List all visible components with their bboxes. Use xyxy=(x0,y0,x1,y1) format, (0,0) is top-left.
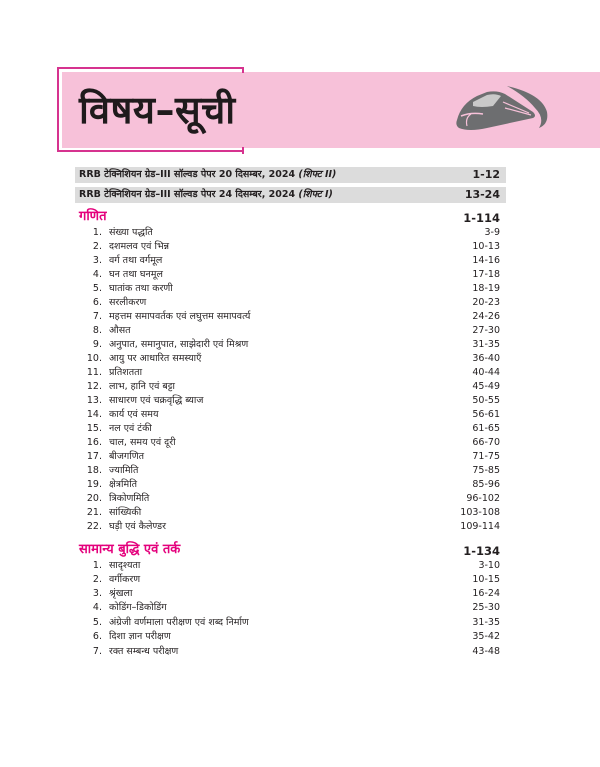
item-pages: 25-30 xyxy=(472,602,500,613)
toc-item[interactable] xyxy=(84,352,506,366)
item-pages: 56-61 xyxy=(472,409,500,420)
item-title: वर्गीकरण xyxy=(109,574,141,585)
toc-item[interactable] xyxy=(84,254,506,268)
item-title: ज्यामिति xyxy=(109,465,139,476)
section-page-range: 1-114 xyxy=(463,211,500,225)
item-title: कोडिंग–डिकोडिंग xyxy=(109,602,167,613)
paper-shift: (शिफ्ट II) xyxy=(298,169,337,180)
train-icon xyxy=(447,82,552,137)
item-title: बीजगणित xyxy=(109,451,145,462)
item-number: 2. xyxy=(92,574,102,585)
page-range: 13-24 xyxy=(464,188,500,201)
section-title: सामान्य बुद्धि एवं तर्क xyxy=(79,542,181,557)
item-pages: 18-19 xyxy=(472,283,500,294)
item-title: दशमलव एवं भिन्न xyxy=(109,241,170,252)
item-pages: 27-30 xyxy=(472,325,500,336)
section-heading-maths[interactable] xyxy=(79,208,506,226)
item-pages: 14-16 xyxy=(472,255,500,266)
item-title: चाल, समय एवं दूरी xyxy=(109,437,176,448)
toc-item[interactable] xyxy=(84,559,506,573)
item-title: रक्त सम्बन्ध परीक्षण xyxy=(109,646,179,657)
item-pages: 40-44 xyxy=(472,367,500,378)
item-title: सादृश्यता xyxy=(109,560,141,571)
item-number: 9. xyxy=(92,339,102,350)
item-title: महत्तम समापवर्तक एवं लघुत्तम समापवर्त्य xyxy=(109,311,251,322)
section-heading-reasoning[interactable] xyxy=(79,541,506,559)
item-number: 7. xyxy=(92,646,102,657)
item-pages: 61-65 xyxy=(472,423,500,434)
item-pages: 3-10 xyxy=(478,560,500,571)
item-title: वर्ग तथा वर्गमूल xyxy=(109,255,163,266)
toc-item[interactable] xyxy=(84,587,506,601)
item-pages: 103-108 xyxy=(460,507,500,518)
item-title: औसत xyxy=(109,325,131,336)
item-pages: 66-70 xyxy=(472,437,500,448)
toc-item[interactable] xyxy=(84,394,506,408)
paper-title: RRB टेक्निशियन ग्रेड–III सॉल्वड पेपर 20 दिसम्बर, 2024 xyxy=(79,169,296,180)
toc-item[interactable] xyxy=(84,240,506,254)
item-pages: 36-40 xyxy=(472,353,500,364)
item-title: संख्या पद्धति xyxy=(109,227,153,238)
item-title: क्षेत्रमिति xyxy=(109,479,138,490)
item-title: आयु पर आधारित समस्याएँ xyxy=(109,353,202,364)
paper-title: RRB टेक्निशियन ग्रेड–III सॉल्वड पेपर 24 दिसम्बर, 2024 xyxy=(79,189,296,200)
item-number: 17. xyxy=(86,451,102,462)
item-pages: 85-96 xyxy=(472,479,500,490)
item-title: सांख्यिकी xyxy=(109,507,142,518)
toc-item[interactable] xyxy=(84,380,506,394)
toc-item[interactable] xyxy=(84,268,506,282)
item-pages: 71-75 xyxy=(472,451,500,462)
item-pages: 17-18 xyxy=(472,269,500,280)
item-pages: 45-49 xyxy=(472,381,500,392)
item-number: 2. xyxy=(92,241,102,252)
toc-item[interactable] xyxy=(84,422,506,436)
item-title: प्रतिशतता xyxy=(109,367,143,378)
item-pages: 75-85 xyxy=(472,465,500,476)
toc-item[interactable] xyxy=(84,408,506,422)
item-number: 11. xyxy=(86,367,102,378)
toc-item[interactable] xyxy=(84,492,506,506)
item-pages: 43-48 xyxy=(472,646,500,657)
toc-item[interactable] xyxy=(84,630,506,644)
toc-paper-row[interactable] xyxy=(75,167,506,183)
toc-item[interactable] xyxy=(84,464,506,478)
item-title: नल एवं टंकी xyxy=(109,423,152,434)
item-pages: 31-35 xyxy=(472,617,500,628)
toc-item[interactable] xyxy=(84,616,506,630)
item-title: त्रिकोणमिति xyxy=(109,493,150,504)
item-number: 12. xyxy=(86,381,102,392)
item-number: 1. xyxy=(92,560,102,571)
toc-item[interactable] xyxy=(84,226,506,240)
toc-item[interactable] xyxy=(84,296,506,310)
item-number: 19. xyxy=(86,479,102,490)
item-number: 8. xyxy=(92,325,102,336)
toc-item[interactable] xyxy=(84,520,506,534)
page-title: विषय–सूची xyxy=(79,88,236,132)
item-number: 5. xyxy=(92,617,102,628)
item-pages: 10-15 xyxy=(472,574,500,585)
item-pages: 35-42 xyxy=(472,631,500,642)
item-number: 22. xyxy=(86,521,102,532)
toc-item[interactable] xyxy=(84,366,506,380)
item-title: अनुपात, समानुपात, साझेदारी एवं मिश्रण xyxy=(109,339,249,350)
toc-item[interactable] xyxy=(84,478,506,492)
page-range: 1-12 xyxy=(472,168,500,181)
item-title: घातांक तथा करणी xyxy=(109,283,173,294)
item-number: 14. xyxy=(86,409,102,420)
paper-shift: (शिफ्ट I) xyxy=(298,189,333,200)
item-title: अंग्रेजी वर्णमाला परीक्षण एवं शब्द निर्माण xyxy=(109,617,249,628)
item-number: 13. xyxy=(86,395,102,406)
item-number: 6. xyxy=(92,297,102,308)
item-number: 6. xyxy=(92,631,102,642)
item-title: घन तथा घनमूल xyxy=(109,269,163,280)
item-number: 21. xyxy=(86,507,102,518)
item-number: 16. xyxy=(86,437,102,448)
toc-paper-row[interactable] xyxy=(75,187,506,203)
toc-item[interactable] xyxy=(84,573,506,587)
item-number: 7. xyxy=(92,311,102,322)
toc-item[interactable] xyxy=(84,601,506,615)
section-page-range: 1-134 xyxy=(463,544,500,558)
item-number: 4. xyxy=(92,269,102,280)
item-title: घड़ी एवं कैलेण्डर xyxy=(109,521,166,532)
item-number: 15. xyxy=(86,423,102,434)
item-pages: 31-35 xyxy=(472,339,500,350)
item-title: श्रृंखला xyxy=(109,588,133,599)
section-title: गणित xyxy=(79,209,107,224)
item-pages: 3-9 xyxy=(484,227,500,238)
toc-item[interactable] xyxy=(84,506,506,520)
title-frame-edge xyxy=(242,67,244,73)
item-pages: 109-114 xyxy=(460,521,500,532)
toc-item[interactable] xyxy=(84,338,506,352)
item-pages: 10-13 xyxy=(472,241,500,252)
item-number: 20. xyxy=(86,493,102,504)
toc-item[interactable] xyxy=(84,450,506,464)
item-pages: 20-23 xyxy=(472,297,500,308)
item-pages: 24-26 xyxy=(472,311,500,322)
item-number: 3. xyxy=(92,255,102,266)
item-number: 5. xyxy=(92,283,102,294)
toc-item[interactable] xyxy=(84,282,506,296)
item-pages: 50-55 xyxy=(472,395,500,406)
item-number: 18. xyxy=(86,465,102,476)
item-number: 1. xyxy=(92,227,102,238)
item-title: लाभ, हानि एवं बट्टा xyxy=(109,381,175,392)
item-title: कार्य एवं समय xyxy=(109,409,159,420)
item-title: सरलीकरण xyxy=(109,297,147,308)
toc-item[interactable] xyxy=(84,645,506,659)
item-title: साधारण एवं चक्रवृद्धि ब्याज xyxy=(109,395,204,406)
item-number: 10. xyxy=(86,353,102,364)
item-pages: 16-24 xyxy=(472,588,500,599)
toc-item[interactable] xyxy=(84,436,506,450)
item-number: 3. xyxy=(92,588,102,599)
item-pages: 96-102 xyxy=(466,493,500,504)
toc-item[interactable] xyxy=(84,324,506,338)
item-title: दिशा ज्ञान परीक्षण xyxy=(109,631,171,642)
item-number: 4. xyxy=(92,602,102,613)
title-frame-edge xyxy=(242,147,244,154)
toc-item[interactable] xyxy=(84,310,506,324)
